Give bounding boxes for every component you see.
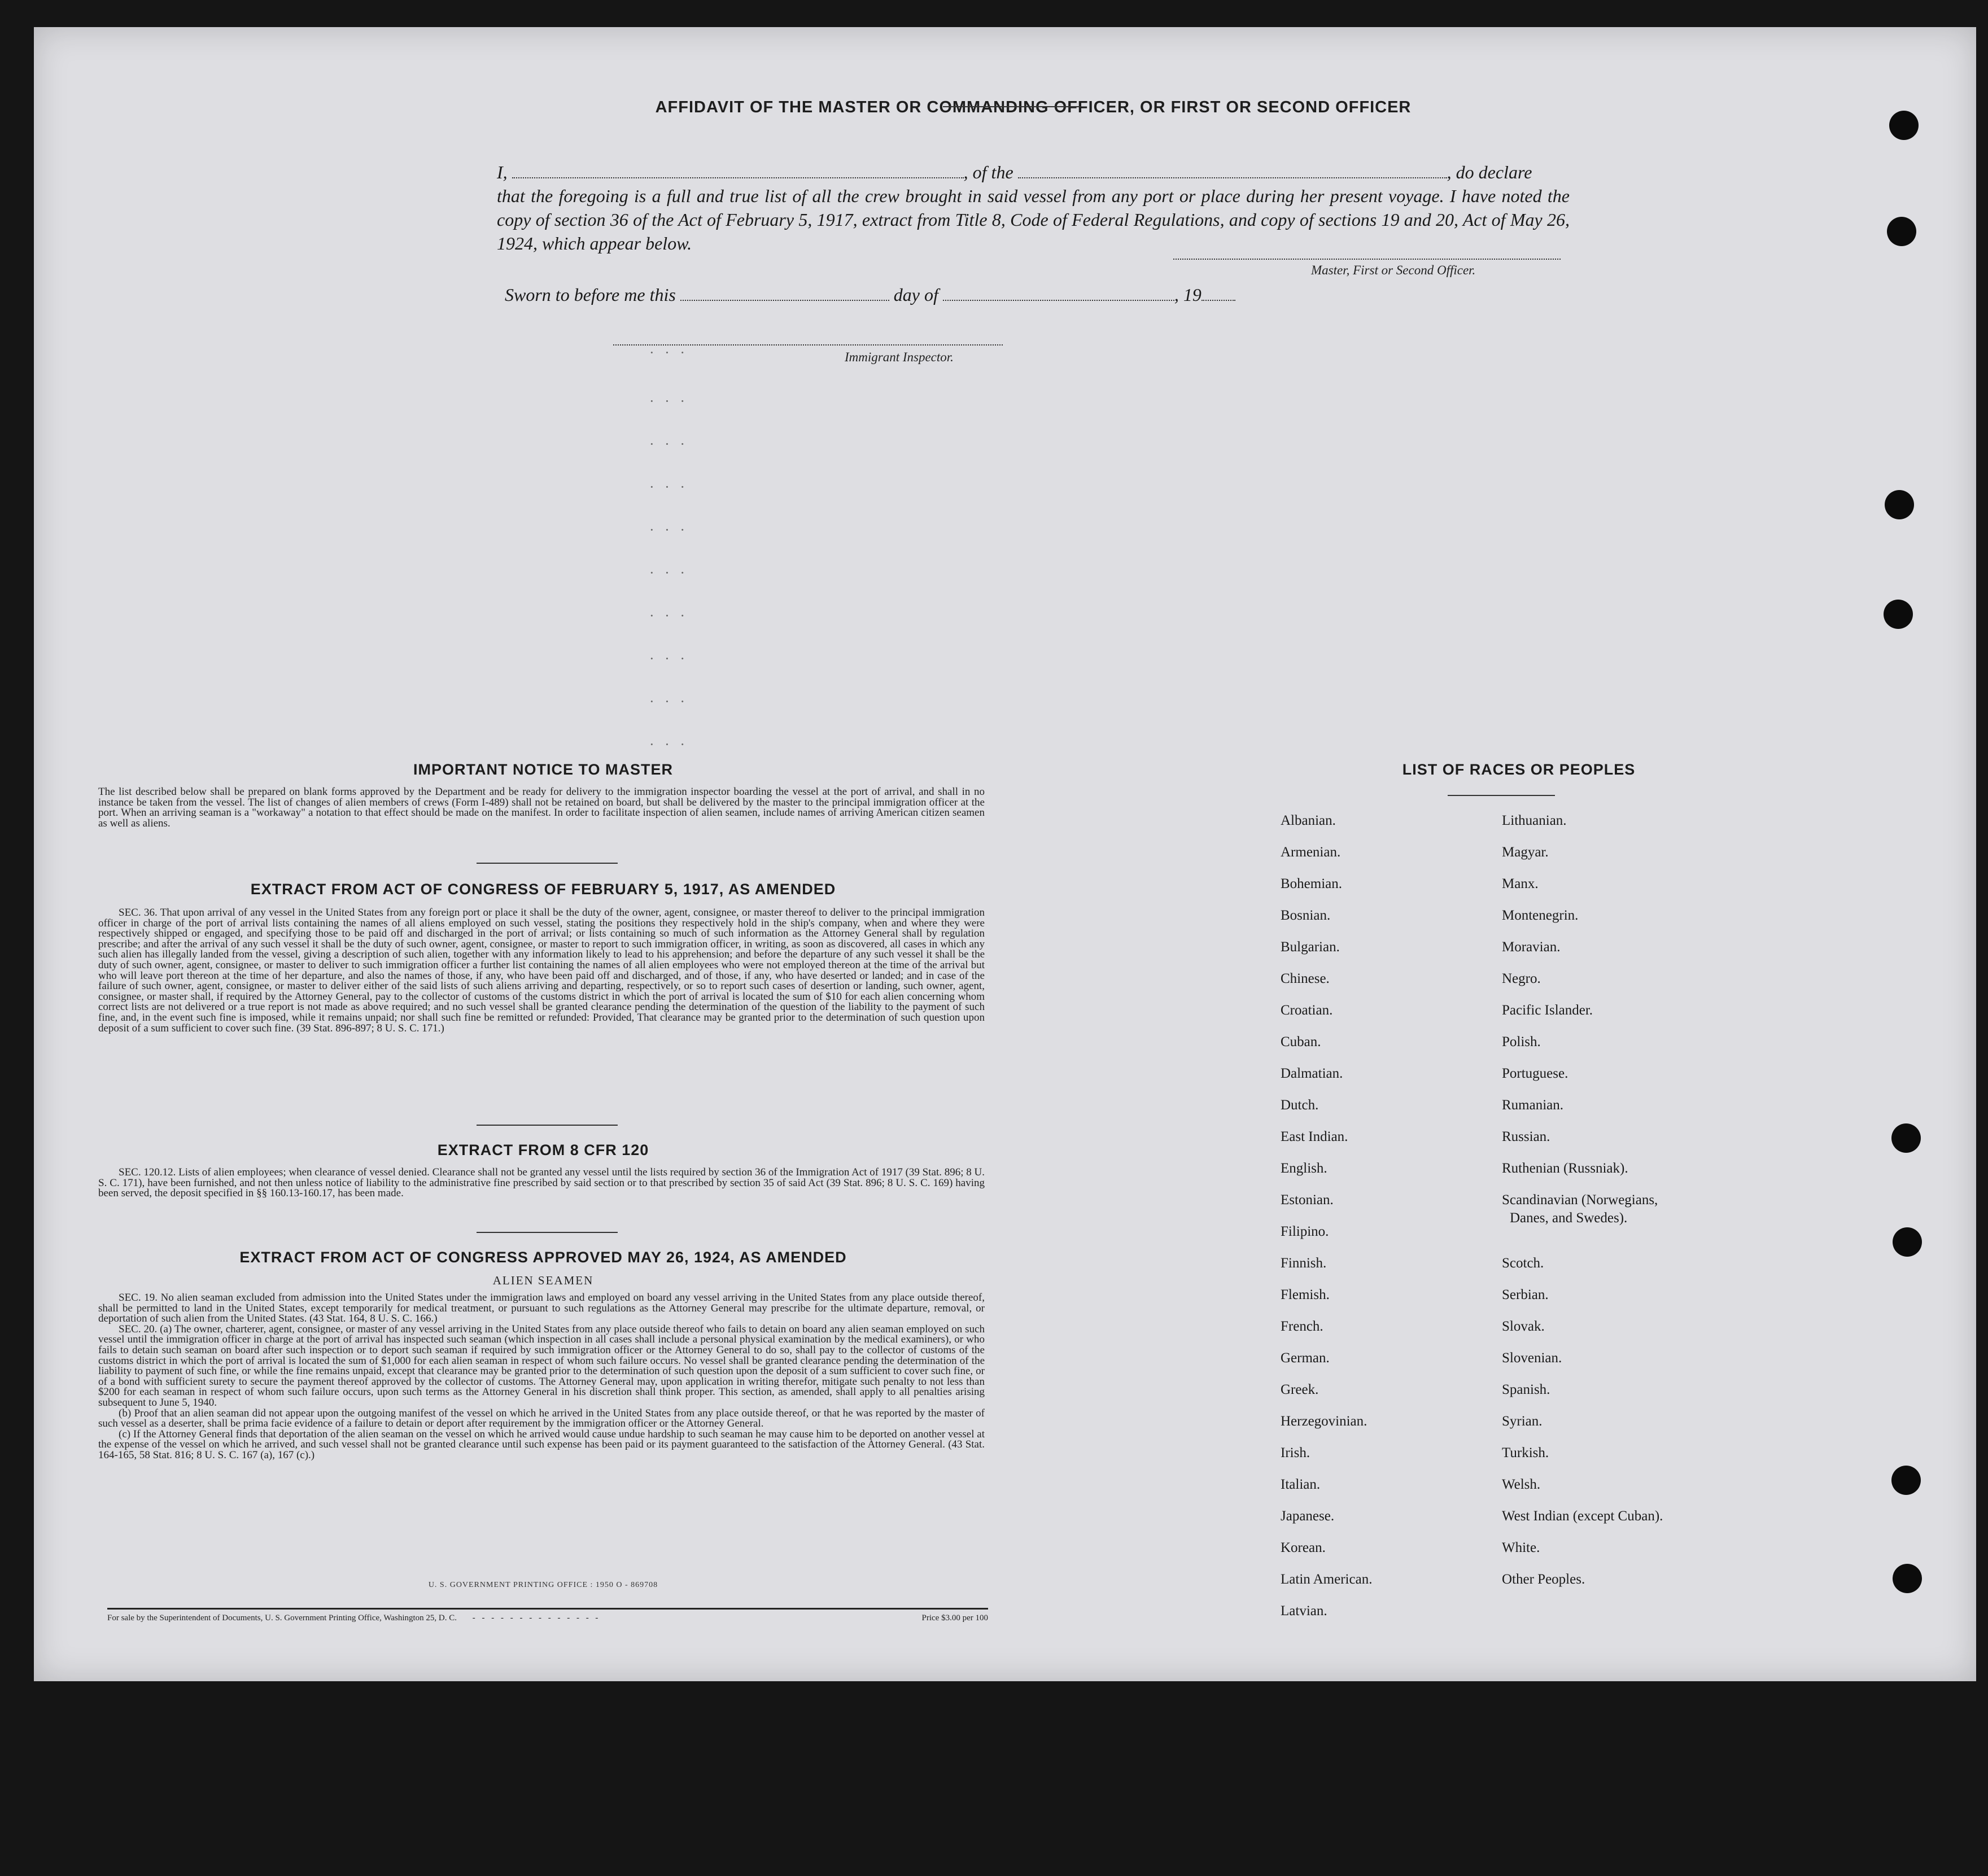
footer-rule [107,1608,988,1610]
bleed-mark: · · · [649,736,688,753]
form-page [34,27,1976,1681]
bleed-mark: · · · [649,693,688,710]
race-item: Montenegrin. [1502,908,1579,923]
race-item: Filipino. [1281,1224,1329,1239]
title-rule [943,106,1081,107]
bleed-mark: · · · [649,607,688,624]
of-the-text: , of the [963,162,1013,182]
extract-1924-body [98,1293,985,1461]
extract-cfr-body: SEC. 120.12. Lists of alien employees; when clearance of vessel denied. Clearance shall not be granted any vessel until the lists required by section 36 of the Immigration Act of 1917 (39 Stat. 896; 8 U. S. C. 171), have been furnished, and not then unless notice of liability to the administrative fine prescribed by said section or to that prescribed by section 35 of said Act (39 Stat. 896; 8 U. S. C. 169) having been served, the deposit specified in §§ 160.13-160.17, has been made. [98,1166,985,1200]
day-of-text: day of [893,285,938,305]
extract-cfr-title: EXTRACT FROM 8 CFR 120 [437,1142,649,1158]
race-item: Polish. [1502,1034,1541,1049]
binder-hole [1889,111,1919,140]
race-item: West Indian (except Cuban). [1502,1508,1663,1524]
race-item: Moravian. [1502,939,1561,955]
race-item: Irish. [1281,1445,1310,1460]
race-item: Welsh. [1502,1477,1541,1492]
declaration-body: that the foregoing is a full and true list of all the crew brought in said vessel from any port or place during her present voyage. I have noted the copy of section 36 of the Act of February 5, 1917, extract from Title 8, Code of Federal Regulations, and copy of sections 19 and 20, Act of May 26, 1924, which appear below. [497,186,1570,253]
bleed-mark: · · · [649,344,688,361]
notice-body: The list described below shall be prepared on blank forms approved by the Department and be ready for delivery to the immigration inspector boarding the vessel at the port of arrival, and shall in no instance be taken from the vessel. The list of changes of alien members of crews (Form I-489) shall not be retained on board, but shall be delivered by the master to the principal immigration officer at the port. When an arriving seaman is a "workaway" a notation to that effect should be made on the manifest. In order to facilitate inspection of alien seamen, include names of arriving American citizen seamen as well as aliens. [98,786,985,829]
race-item: Pacific Islander. [1502,1003,1593,1018]
race-item: Slovak. [1502,1319,1545,1334]
race-item: Dutch. [1281,1097,1319,1113]
race-item: Scotch. [1502,1256,1544,1271]
race-item: Greek. [1281,1382,1319,1397]
declaration-text [497,160,1570,255]
price-notice: Price $3.00 per 100 [921,1613,988,1623]
sec-20c-text: (c) If the Attorney General finds that deportation of the alien seaman on the vessel on which he arrived would cause undue hardship to such seaman he may cause him to be deported on another vessel at the expense of the vessel on which he arrived, and such vessel shall not be granted clearance until such expense has been paid or its payment guaranteed to the satisfaction of the Attorney General. (43 Stat. 164-165, 58 Stat. 816; 8 U. S. C. 167 (a), 167 (c).) [98,1428,985,1461]
printing-office-imprint: U. S. GOVERNMENT PRINTING OFFICE : 1950 O - 869708 [428,1581,658,1589]
race-item: Latvian. [1281,1603,1327,1619]
races-title-rule [1448,795,1555,796]
race-item: Serbian. [1502,1287,1549,1302]
footer-dashes: - - - - - - - - - - - - - - [472,1613,601,1623]
race-item: Lithuanian. [1502,813,1567,828]
section-rule [477,1232,618,1233]
race-item: Magyar. [1502,845,1549,860]
declarant-name-field[interactable] [512,177,964,178]
notice-title: IMPORTANT NOTICE TO MASTER [413,761,673,778]
binder-hole [1893,1227,1922,1257]
extract-1924-subtitle: ALIEN SEAMEN [492,1274,594,1287]
race-item: East Indian. [1281,1129,1348,1144]
race-item: Syrian. [1502,1414,1543,1429]
bleed-mark: · · · [649,393,688,409]
bleed-mark: · · · [649,436,688,452]
race-item: Chinese. [1281,971,1330,986]
race-item: Latin American. [1281,1572,1373,1587]
race-item: Turkish. [1502,1445,1549,1460]
race-item: Armenian. [1281,845,1341,860]
race-item: Spanish. [1502,1382,1550,1397]
race-item: Herzegovinian. [1281,1414,1367,1429]
race-item: Dalmatian. [1281,1066,1343,1081]
race-item: French. [1281,1319,1323,1334]
race-item: Slovenian. [1502,1350,1562,1366]
bleed-mark: · · · [649,565,688,581]
do-declare-text: , do declare [1447,162,1532,182]
declarant-prefix: I, [497,162,508,182]
footer-line [107,1613,988,1623]
race-item: Albanian. [1281,813,1336,828]
bleed-mark: · · · [649,522,688,538]
binder-hole [1887,217,1916,246]
binder-hole [1891,1466,1921,1495]
year-prefix: , 19 [1174,285,1201,305]
sworn-prefix: Sworn to before me this [505,285,676,305]
races-right-column [1502,812,1795,1602]
race-item: Korean. [1281,1540,1326,1555]
bleed-mark: · · · [649,479,688,495]
race-item: Croatian. [1281,1003,1333,1018]
extract-1917-body: SEC. 36. That upon arrival of any vessel in the United States from any foreign port or place it shall be the duty of the owner, agent, consignee, or master thereof to deliver to the principal immigration officer in charge of the port of arrival lists containing the names of all aliens employed on such vessel, stating the positions they respectively hold in the ship's company, when and where they were respectively shipped or engaged, and specifying those to be paid off and discharged in the port of arrival; or lists containing so much of such information as the Attorney General shall by regulation prescribe; and after the arrival of any such vessel it shall be the duty of such owner, agent, consignee, or master to report to such immigration officer, in writing, as soon as discovered, all cases in which any such alien has illegally landed from the vessel, giving a description of such alien, together with any information likely to lead to his apprehension; and before the departure of any such vessel it shall be the duty of such owner, agent, consignee, or master to deliver to such immigration officer a further list containing the names of all alien employees who were not employed thereon at the time of the arrival but who will leave port thereon at the time of her departure, and also the names of those, if any, who have been paid off and discharged, and of those, if any, who have deserted or landed; and in case of the failure of such owner, agent, consignee, or master to deliver either of the said lists of such aliens arriving and departing, respectively, or so to report such cases of desertion or landing, such owner, agent, consignee, or master shall, if required by the Attorney General, pay to the collector of customs of the customs district in which the port of arrival is located the sum of $10 for each alien concerning whom correct lists are not delivered or a true report is not made as above required; and no such vessel shall be granted clearance pending the determination of the question of the liability to the payment of such fine, and, in the event such fine is imposed, while it remains unpaid; nor shall such fine be remitted or refunded: Provided, That clearance may be granted prior to the determination of such question upon deposit of a sum sufficient to cover such fine. (39 Stat. 896-897; 8 U. S. C. 171.) [98,907,985,1034]
master-signature-label: Master, First or Second Officer. [1311,263,1476,277]
binder-hole [1891,1123,1921,1153]
race-item: Cuban. [1281,1034,1321,1049]
sworn-month-field[interactable] [943,300,1174,301]
affidavit-title: AFFIDAVIT OF THE MASTER OR COMMANDING OFFICER, OR FIRST OR SECOND OFFICER [655,98,1412,116]
sec-19-text: SEC. 19. No alien seaman excluded from admission into the United States under the immigration laws and employed on board any vessel arriving in the United States from any place outside thereof, shall be permitted to land in the United States, except temporarily for medical treatment, or pursuant to such regulations as the Attorney General may prescribe for the ultimate departure, removal, or deportation of such alien from the United States. (43 Stat. 164, 8 U. S. C. 166.) [98,1292,985,1325]
race-item: German. [1281,1350,1330,1366]
section-rule [477,863,618,864]
sworn-year-field[interactable] [1201,300,1235,301]
race-item: Italian. [1281,1477,1321,1492]
sworn-day-field[interactable] [680,300,889,301]
race-item: Estonian. [1281,1192,1334,1208]
race-item: Japanese. [1281,1508,1335,1524]
inspector-signature-label: Immigrant Inspector. [845,350,954,364]
races-title: LIST OF RACES OR PEOPLES [1402,761,1636,778]
race-item: Scandinavian (Norwegians, [1502,1192,1658,1208]
binder-hole [1885,490,1914,519]
race-item: Flemish. [1281,1287,1330,1302]
race-item: Danes, and Swedes). [1510,1210,1628,1226]
race-item: Rumanian. [1502,1097,1564,1113]
binder-hole [1893,1564,1922,1593]
binder-hole [1884,600,1913,629]
vessel-name-field[interactable] [1018,177,1447,178]
section-rule [477,1125,618,1126]
race-item: Russian. [1502,1129,1550,1144]
race-item: English. [1281,1161,1327,1176]
race-item: Negro. [1502,971,1541,986]
race-item: Portuguese. [1502,1066,1568,1081]
race-item: Bohemian. [1281,876,1343,891]
declaration-first-line [497,160,1570,184]
sworn-line [505,285,1235,305]
sec-20a-text: SEC. 20. (a) The owner, charterer, agent, consignee, or master of any vessel arriving in the United States from any place outside thereof who fails to detain on board any alien seaman employed on such vessel until the immigration officer in charge at the port of arrival has inspected such seaman (which inspection in all cases shall include a personal physical examination by the medical examiners), or who fails to detain such seaman on board after such inspection or to deport such seaman if required by such immigration officer or the Attorney General to do so, shall pay to the collector of customs of the customs district in which the port of arrival is located the sum of $1,000 for each alien seaman in respect of whom such failure occurs. No vessel shall be granted clearance pending the determination of the liability to payment of such fine, or while the fine remains unpaid, except that clearance may be granted prior to the determination of such question upon the deposit of a sum sufficient to cover such fine, or of a bond with sufficient surety to secure the payment thereof approved by the collector of customs. The Attorney General may, upon application in writing therefor, mitigate such penalty to not less than $200 for each seaman in respect of whom such failure occurs, upon such terms as the Attorney General in his discretion shall think proper. This section, as amended, shall apply to all penalties arising subsequent to June 5, 1940. [98,1323,985,1409]
extract-1917-title: EXTRACT FROM ACT OF CONGRESS OF FEBRUARY 5, 1917, AS AMENDED [250,881,836,898]
race-item: Other Peoples. [1502,1572,1585,1587]
races-left-column [1281,812,1495,1634]
race-item: Bulgarian. [1281,939,1340,955]
bleed-mark: · · · [649,650,688,667]
extract-1924-title: EXTRACT FROM ACT OF CONGRESS APPROVED MAY 26, 1924, AS AMENDED [239,1249,847,1266]
race-item: Finnish. [1281,1256,1327,1271]
sec-20b-text: (b) Proof that an alien seaman did not appear upon the outgoing manifest of the vessel on which he arrived in the United States from any place outside thereof, or that he was reported by the master of such vessel as a deserter, shall be prima facie evidence of a failure to detain or deport after requirement by the immigration officer or the Attorney General. [98,1407,985,1430]
race-item: Bosnian. [1281,908,1331,923]
race-item: White. [1502,1540,1540,1555]
sale-notice: For sale by the Superintendent of Documents, U. S. Government Printing Office, Washington 25, D. C. [107,1613,457,1623]
master-signature-line[interactable] [1173,259,1561,260]
race-item: Ruthenian (Russniak). [1502,1161,1628,1176]
race-item: Manx. [1502,876,1539,891]
